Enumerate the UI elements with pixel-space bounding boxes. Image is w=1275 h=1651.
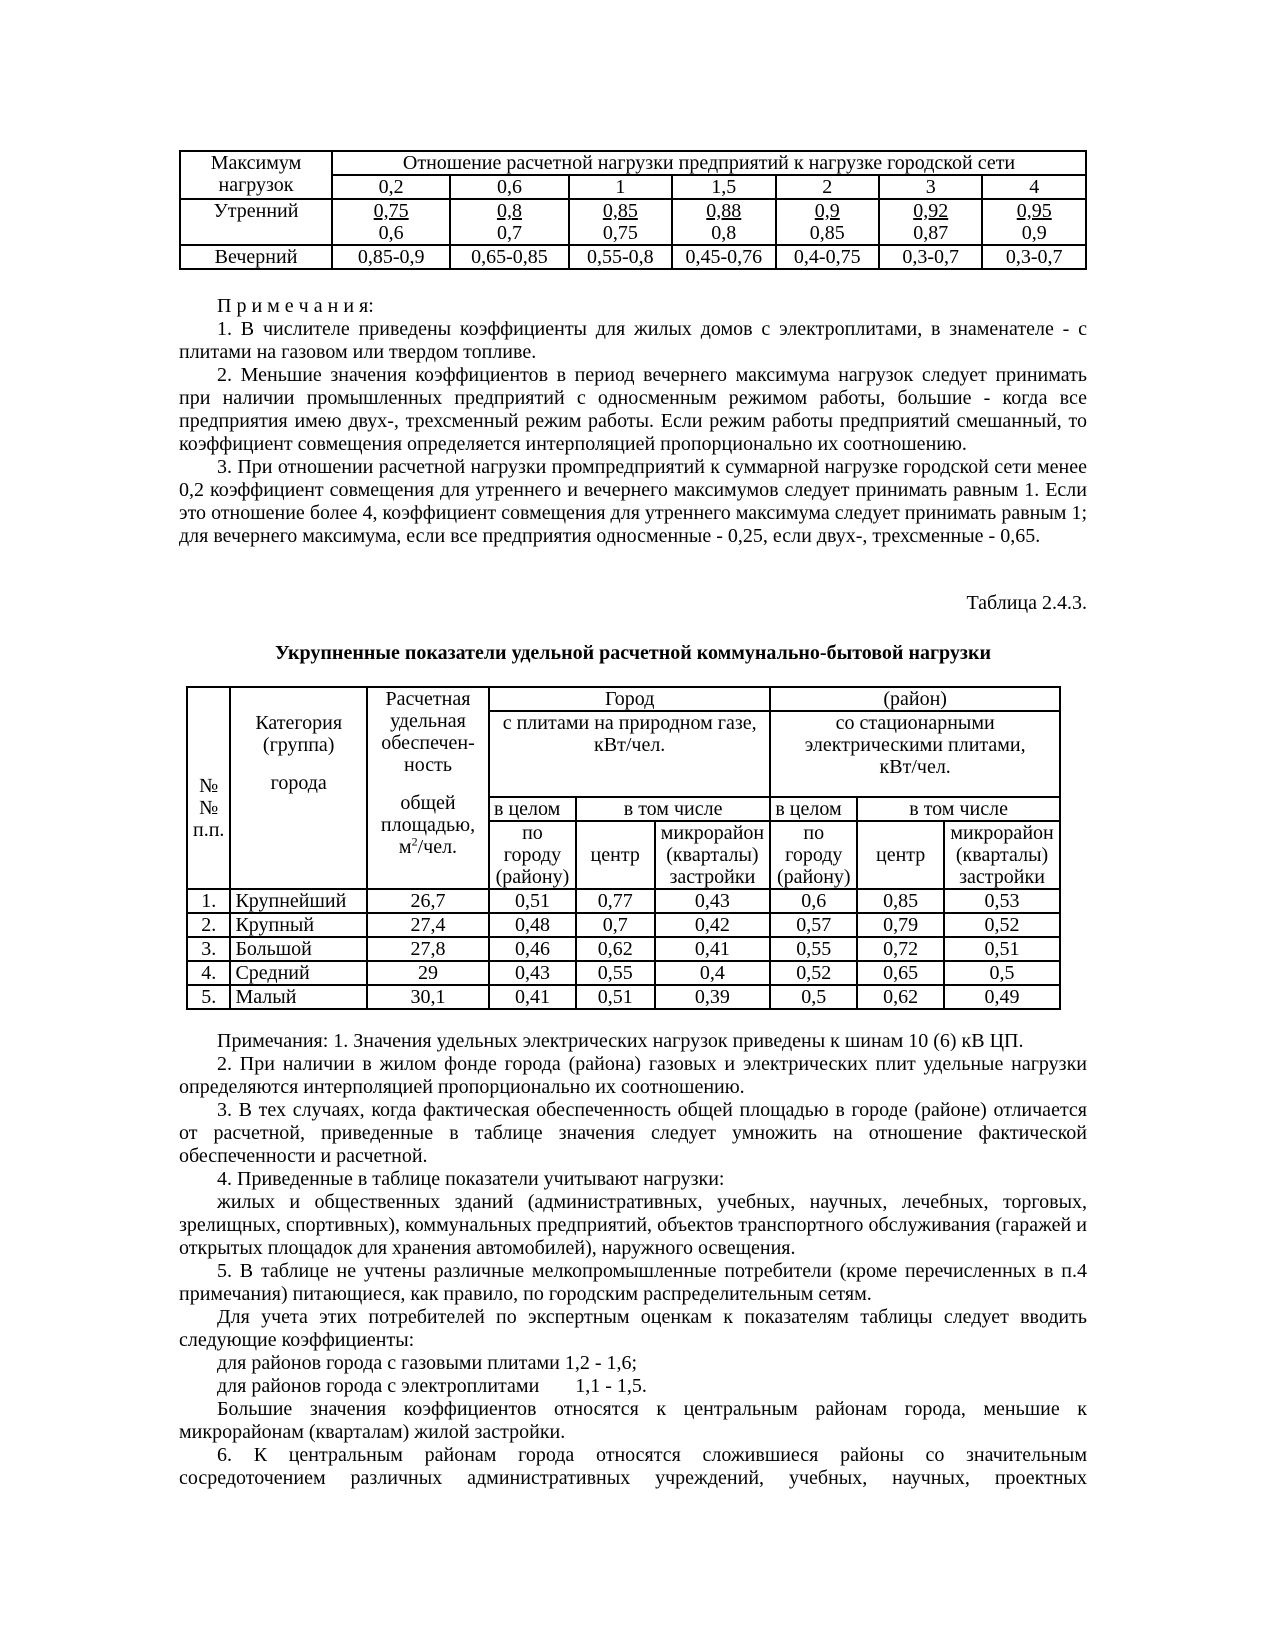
note-item: 3. При отношении расчетной нагрузки промпредприятий к суммарной нагрузке городской сети менее 0,2 коэффициент совмещения для утреннего и вечернего максимумов следует принимать равным 1. Если это отношение более 4, коэффициент совмещения для утреннего максимума следует принимать равным 1; для вечернего максимума, если все предприятия односменные - 0,25, если двух-, трехсменные - 0,65. <box>179 456 1087 547</box>
ratio-cell: 3 <box>879 175 982 199</box>
coefficient-line-electric: для районов города с электроплитами 1,1 - 1,5. <box>217 1375 647 1397</box>
row-value: 0,6 <box>770 889 857 913</box>
table-row <box>187 985 1060 1009</box>
fraction-cell: 0,92 0,87 <box>879 199 982 245</box>
row-number: 4. <box>187 961 230 985</box>
row-area: 26,7 <box>367 889 489 913</box>
note-item: жилых и общественных зданий (административных, учебных, научных, лечебных, торговых, зрелищных, спортивных), коммунальных предприятий, объектов транспортного обслуживания (гаражей и открытых площадок для хранения автомобилей), наружного освещения. <box>179 1191 1087 1259</box>
row-area: 29 <box>367 961 489 985</box>
row-value: 0,79 <box>857 913 944 937</box>
header-by-city: по городу (району) <box>489 821 576 889</box>
row-value: 0,5 <box>944 961 1060 985</box>
header-microdistrict: микрорайон (кварталы) застройки <box>655 821 771 889</box>
row-value: 0,41 <box>489 985 576 1009</box>
note-item: 6. К центральным районам города относятся сложившиеся районы со значительным сосредоточением различных административных учреждений, учебных, научных, проектных <box>179 1444 1087 1489</box>
row-value: 0,52 <box>770 961 857 985</box>
row-category: Малый <box>230 985 367 1009</box>
row-value: 0,72 <box>857 937 944 961</box>
range-cell: 0,55-0,8 <box>569 245 672 269</box>
row-value: 0,57 <box>770 913 857 937</box>
notes-heading: П р и м е ч а н и я: <box>217 295 374 317</box>
header-gas-stoves: с плитами на природном газе, кВт/чел. <box>489 711 770 797</box>
note-item: Большие значения коэффициентов относятся к центральным районам города, меньшие к микрорайонам (кварталам) жилой застройки. <box>179 1398 1087 1443</box>
header-microdistrict: микрорайон (кварталы) застройки <box>944 821 1060 889</box>
table-row <box>187 889 1060 913</box>
ratio-cell: 0,6 <box>450 175 568 199</box>
ratio-cell: 4 <box>982 175 1086 199</box>
header-city: Город <box>489 687 770 711</box>
row-number: 5. <box>187 985 230 1009</box>
row-value: 0,51 <box>489 889 576 913</box>
header-center: центр <box>857 821 944 889</box>
range-cell: 0,3-0,7 <box>982 245 1086 269</box>
row-area: 27,8 <box>367 937 489 961</box>
row-value: 0,43 <box>489 961 576 985</box>
row-value: 0,39 <box>655 985 771 1009</box>
fraction-cell: 0,95 0,9 <box>982 199 1086 245</box>
header-maximum: Максимум нагрузок <box>180 151 332 199</box>
ratio-cell: 1,5 <box>672 175 775 199</box>
coefficient-line-gas: для районов города с газовыми плитами 1,2 - 1,6; <box>217 1352 638 1374</box>
note-item: Для учета этих потребителей по экспертным оценкам к показателям таблицы следует вводить следующие коэффициенты: <box>179 1306 1087 1351</box>
header-category: Категория (группа) города <box>230 687 367 889</box>
note-item: 2. При наличии в жилом фонде города (района) газовых и электрических плит удельные нагрузки определяются интерполяцией пропорционально их соотношению. <box>179 1053 1087 1098</box>
notes-section-1 <box>179 295 1087 548</box>
header-number: № № п.п. <box>187 687 230 889</box>
fraction-cell: 0,9 0,85 <box>776 199 879 245</box>
row-value: 0,43 <box>655 889 771 913</box>
note-item: 5. В таблице не учтены различные мелкопромышленные потребители (кроме перечисленных в п.4 примечания) питающиеся, как правило, по городским распределительным сетям. <box>179 1260 1087 1305</box>
row-number: 3. <box>187 937 230 961</box>
row-area: 30,1 <box>367 985 489 1009</box>
header-by-city: по городу (району) <box>770 821 857 889</box>
range-cell: 0,3-0,7 <box>879 245 982 269</box>
row-value: 0,85 <box>857 889 944 913</box>
row-value: 0,7 <box>576 913 655 937</box>
row-category: Большой <box>230 937 367 961</box>
row-label: Вечерний <box>180 245 332 269</box>
range-cell: 0,4-0,75 <box>776 245 879 269</box>
row-value: 0,53 <box>944 889 1060 913</box>
row-value: 0,41 <box>655 937 771 961</box>
table-row <box>187 913 1060 937</box>
row-value: 0,42 <box>655 913 771 937</box>
row-value: 0,46 <box>489 937 576 961</box>
ratio-cell: 1 <box>569 175 672 199</box>
header-area: Расчетная удельная обеспечен- ность общей площадью, $м^2$/чел. <box>367 687 489 889</box>
ratio-cell: 2 <box>776 175 879 199</box>
note-item: 2. Меньшие значения коэффициентов в период вечернего максимума нагрузок следует принимать при наличии промышленных предприятий с односменным режимом работы, большие - когда все предприятия имею двух-, трехсменный режим работы. Если режим работы предприятий смешанный, то коэффициент совмещения определяется интерполяцией пропорционально их соотношению. <box>179 364 1087 455</box>
row-value: 0,49 <box>944 985 1060 1009</box>
row-value: 0,62 <box>857 985 944 1009</box>
note-item: 3. В тех случаях, когда фактическая обеспеченность общей площадью в городе (районе) отличается от расчетной, приведенные в таблице значения следует умножить на отношение фактической обеспеченности и расчетной. <box>179 1099 1087 1167</box>
combination-coefficient-table <box>179 150 1087 270</box>
header-electric-stoves: со стационарными электрическими плитами, кВт/чел. <box>770 711 1060 797</box>
row-value: 0,4 <box>655 961 771 985</box>
fraction-cell: 0,8 0,7 <box>450 199 568 245</box>
header-whole: в целом <box>770 797 857 821</box>
row-number: 1. <box>187 889 230 913</box>
row-value: 0,55 <box>576 961 655 985</box>
row-value: 0,65 <box>857 961 944 985</box>
ratio-cell: 0,2 <box>332 175 450 199</box>
header-ratio: Отношение расчетной нагрузки предприятий к нагрузке городской сети <box>332 151 1086 175</box>
fraction-cell: 0,85 0,75 <box>569 199 672 245</box>
table-row-evening <box>180 245 1086 269</box>
note-item: 1. В числителе приведены коэффициенты для жилых домов с электроплитами, в знаменателе - с плитами на газовом или твердом топливе. <box>179 318 1087 363</box>
table-row <box>187 937 1060 961</box>
row-value: 0,5 <box>770 985 857 1009</box>
note-item: 4. Приведенные в таблице показатели учитывают нагрузки: <box>217 1168 725 1190</box>
row-category: Крупный <box>230 913 367 937</box>
table-title: Укрупненные показатели удельной расчетной коммунально-бытовой нагрузки <box>274 642 991 664</box>
table-row <box>187 961 1060 985</box>
fraction-cell: 0,75 0,6 <box>332 199 450 245</box>
fraction-cell: 0,88 0,8 <box>672 199 775 245</box>
row-category: Крупнейший <box>230 889 367 913</box>
table-number: Таблица 2.4.3. <box>966 592 1087 614</box>
row-label: Утренний <box>180 199 332 245</box>
row-value: 0,52 <box>944 913 1060 937</box>
row-value: 0,77 <box>576 889 655 913</box>
header-including: в том числе <box>857 797 1060 821</box>
row-number: 2. <box>187 913 230 937</box>
header-including: в том числе <box>576 797 770 821</box>
header-center: центр <box>576 821 655 889</box>
range-cell: 0,65-0,85 <box>450 245 568 269</box>
row-value: 0,55 <box>770 937 857 961</box>
row-value: 0,51 <box>576 985 655 1009</box>
row-value: 0,51 <box>944 937 1060 961</box>
row-value: 0,62 <box>576 937 655 961</box>
row-value: 0,48 <box>489 913 576 937</box>
header-whole: в целом <box>489 797 576 821</box>
header-district: (район) <box>770 687 1060 711</box>
load-indicators-table <box>186 686 1061 1010</box>
range-cell: 0,85-0,9 <box>332 245 450 269</box>
table-row-morning <box>180 199 1086 245</box>
row-area: 27,4 <box>367 913 489 937</box>
note-item: Примечания: 1. Значения удельных электрических нагрузок приведены к шинам 10 (6) кВ ЦП. <box>217 1030 1024 1052</box>
range-cell: 0,45-0,76 <box>672 245 775 269</box>
row-category: Средний <box>230 961 367 985</box>
notes-section-2 <box>179 1030 1087 1490</box>
